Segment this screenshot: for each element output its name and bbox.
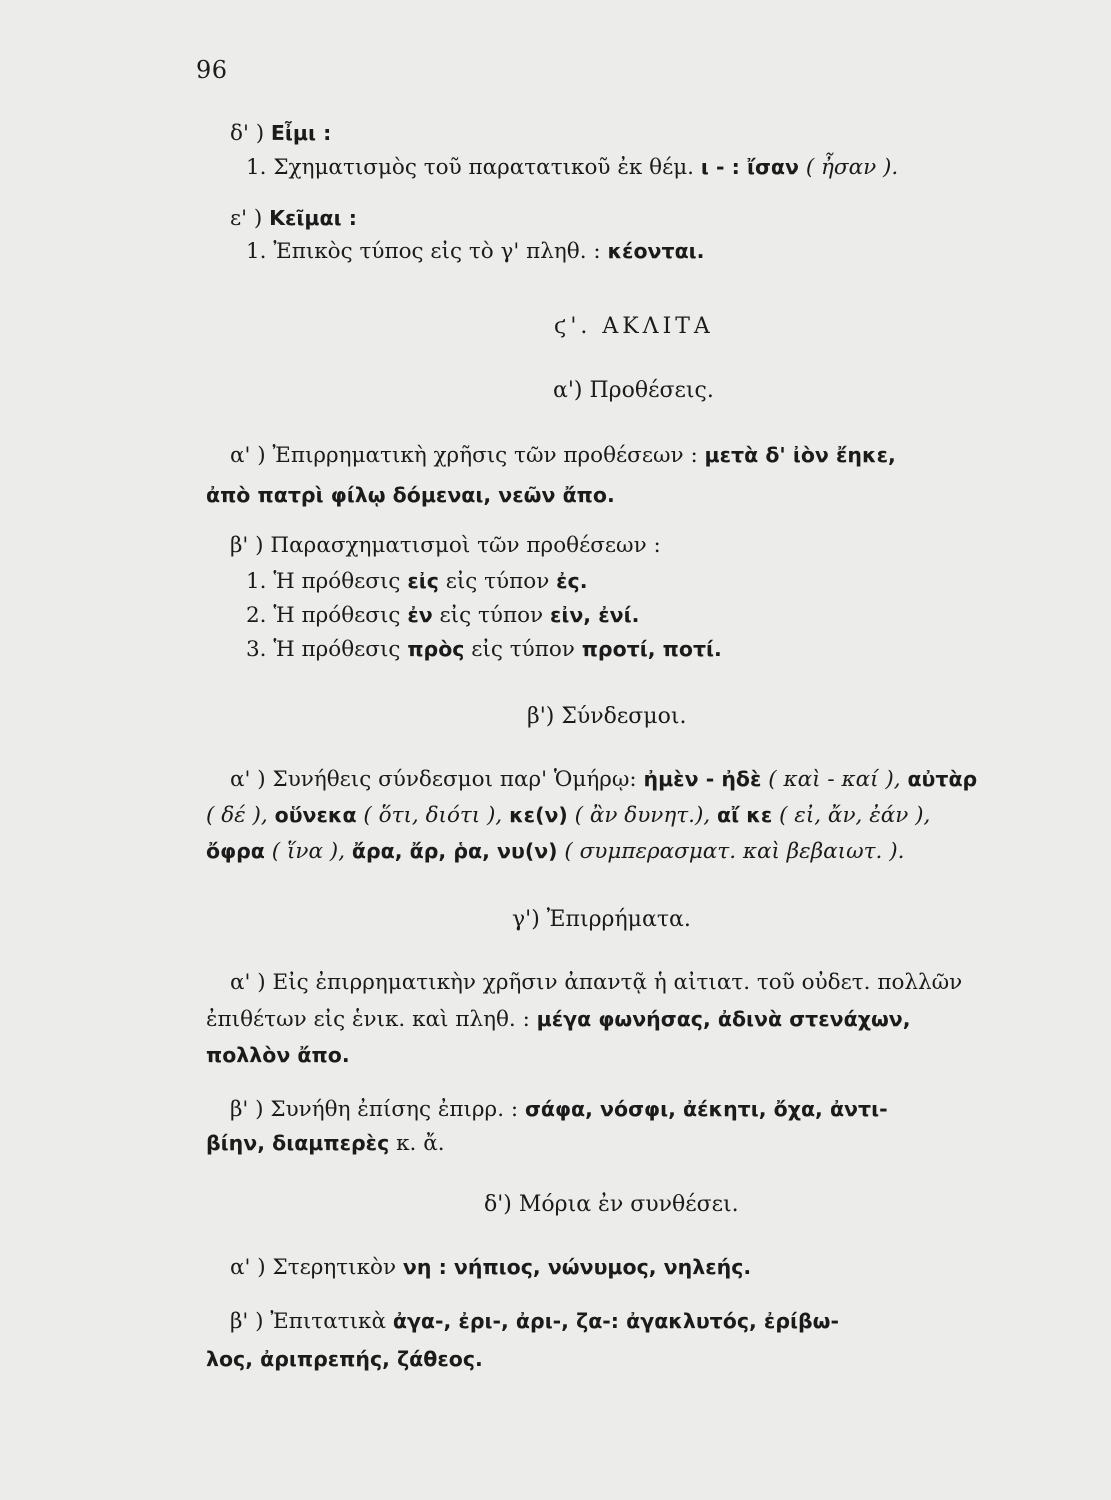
conjunctions-l2-bold-1: οὕνεκα bbox=[274, 803, 357, 827]
eimi-line-1-italic: ( ἦσαν ). bbox=[805, 155, 899, 180]
prepositions-a-line-2: ἀπὸ πατρὶ φίλῳ δόμεναι, νεῶν ἄπο. bbox=[206, 483, 615, 507]
conjunctions-a-line-2 bbox=[206, 800, 930, 831]
prepositions-a-line-1 bbox=[230, 440, 896, 471]
particles-a-marker: α' ) bbox=[230, 1255, 266, 1280]
particles-a-line bbox=[230, 1252, 751, 1283]
particles-b-line-2: λος, ἀριπρεπής, ζάθεος. bbox=[206, 1347, 483, 1371]
prepositions-b-line bbox=[230, 531, 661, 561]
particles-a-bold: νη : νήπιος, νώνυμος, νηλεής. bbox=[402, 1255, 752, 1279]
adverbs-a-marker: α' ) bbox=[230, 970, 266, 995]
prepositions-a-bold: μετὰ δ' ἰὸν ἔηκε, bbox=[704, 443, 896, 467]
adverbs-a-line-2-text: ἐπιθέτων εἰς ἑνικ. καὶ πληθ. : bbox=[206, 1007, 530, 1032]
conjunctions-l3-bold-2: ἄρα, ἄρ, ῥα, νυ(ν) bbox=[351, 839, 558, 863]
prepositions-b3-text: 3. Ἡ πρόθεσις bbox=[246, 637, 401, 662]
adverbs-a-line-3: πολλὸν ἄπο. bbox=[206, 1043, 350, 1067]
prepositions-b2-text-2: εἰς τύπον bbox=[439, 603, 544, 628]
adverbs-b-text: Συνήθη ἐπίσης ἐπιρρ. : bbox=[270, 1097, 519, 1122]
conjunctions-l3-italic-2: ( συμπερασματ. καὶ βεβαιωτ. ). bbox=[564, 839, 905, 864]
conjunctions-a-bold-2: αὐτὰρ bbox=[907, 767, 978, 791]
prepositions-a-text: Ἐπιρρηματικὴ χρῆσις τῶν προθέσεων : bbox=[272, 443, 698, 468]
conjunctions-a-italic-1: ( καὶ - καί ), bbox=[768, 767, 901, 792]
adverbs-a-line-2 bbox=[206, 1004, 911, 1035]
conjunctions-a-line-1 bbox=[230, 764, 977, 795]
section-heading: ϛ'. ΑΚΛΙΤΑ bbox=[554, 314, 714, 339]
conjunctions-a-line-3 bbox=[206, 836, 904, 867]
particles-b-text: Ἐπιτατικὰ bbox=[270, 1309, 387, 1334]
conjunctions-l3-bold-1: ὄφρα bbox=[206, 839, 265, 863]
prepositions-b1-bold: εἰς bbox=[407, 569, 439, 593]
prepositions-a-marker: α' ) bbox=[230, 443, 266, 468]
page-number: 96 bbox=[196, 56, 228, 84]
adverbs-a-text: Εἰς ἐπιρρηματικὴν χρῆσιν ἀπαντᾷ ἡ αἰτιατ. τοῦ οὐδετ. πολλῶν bbox=[272, 970, 963, 995]
prepositions-b3-text-2: εἰς τύπον bbox=[471, 637, 575, 662]
conjunctions-l2-bold-2: κε(ν) bbox=[509, 803, 568, 827]
prepositions-b3-bold-2: προτί, ποτί. bbox=[581, 637, 722, 661]
adverbs-b-bold: σάφα, νόσφι, ἀέκητι, ὄχα, ἀντι- bbox=[524, 1097, 888, 1121]
conjunctions-a-bold-1: ἠμὲν - ἠδὲ bbox=[643, 767, 762, 791]
keimai-line-1-bold: κέονται. bbox=[607, 239, 705, 263]
adverbs-b-marker: β' ) bbox=[230, 1097, 264, 1122]
keimai-marker: ε' ) bbox=[230, 206, 263, 231]
conjunctions-l2-italic-3: ( ἂν δυνητ.), bbox=[574, 803, 711, 828]
keimai-title: Κεῖμαι : bbox=[269, 206, 357, 230]
conjunctions-a-marker: α' ) bbox=[230, 767, 266, 792]
prepositions-heading: α') Προθέσεις. bbox=[553, 378, 714, 403]
adverbs-a-line-2-bold: μέγα φωνήσας, ἀδινὰ στενάχων, bbox=[536, 1007, 911, 1031]
particles-a-text: Στερητικὸν bbox=[272, 1255, 397, 1280]
particles-b-line-1 bbox=[230, 1306, 839, 1337]
conjunctions-l2-italic-4: ( εἰ, ἄν, ἐάν ), bbox=[779, 803, 931, 828]
adverbs-b-line-1 bbox=[230, 1094, 888, 1125]
prepositions-b2 bbox=[246, 600, 639, 631]
conjunctions-a-text: Συνήθεις σύνδεσμοι παρ' Ὁμήρῳ: bbox=[272, 767, 637, 792]
prepositions-b3 bbox=[246, 634, 722, 665]
eimi-marker: δ' ) bbox=[230, 121, 265, 146]
particles-heading: δ') Μόρια ἐν συνθέσει. bbox=[484, 1192, 739, 1217]
prepositions-b1 bbox=[246, 566, 587, 597]
eimi-line-1-bold: ι - : ἴσαν bbox=[700, 155, 799, 179]
eimi-title: Εἶμι : bbox=[270, 121, 332, 145]
conjunctions-l2-italic-1: ( δέ ), bbox=[206, 803, 268, 828]
prepositions-b2-text: 2. Ἡ πρόθεσις bbox=[246, 603, 401, 628]
adverbs-b-line-2-text: κ. ἄ. bbox=[396, 1131, 445, 1156]
prepositions-b-text: Παρασχηματισμοὶ τῶν προθέσεων : bbox=[270, 533, 661, 558]
eimi-line-1-text: 1. Σχηματισμὸς τοῦ παρατατικοῦ ἐκ θέμ. bbox=[246, 155, 695, 180]
particles-b-marker: β' ) bbox=[230, 1309, 264, 1334]
keimai-line-1-text: 1. Ἐπικὸς τύπος εἰς τὸ γ' πληθ. : bbox=[246, 239, 601, 264]
prepositions-b1-text-2: εἰς τύπον bbox=[445, 569, 550, 594]
prepositions-b2-bold-2: εἰν, ἐνί. bbox=[549, 603, 640, 627]
eimi-heading bbox=[230, 118, 331, 149]
adverbs-heading: γ') Ἐπιρρήματα. bbox=[512, 907, 691, 932]
conjunctions-l3-italic-1: ( ἵνα ), bbox=[271, 839, 346, 864]
adverbs-a-line-1 bbox=[230, 968, 962, 998]
keimai-line-1 bbox=[246, 236, 704, 267]
conjunctions-l2-bold-3: αἴ κε bbox=[717, 803, 773, 827]
prepositions-b-marker: β' ) bbox=[230, 533, 264, 558]
keimai-heading bbox=[230, 203, 357, 234]
adverbs-b-line-2 bbox=[206, 1128, 445, 1159]
conjunctions-heading: β') Σύνδεσμοι. bbox=[527, 704, 687, 729]
eimi-line-1 bbox=[246, 152, 898, 183]
prepositions-b3-bold: πρὸς bbox=[407, 637, 465, 661]
prepositions-b1-bold-2: ἐς. bbox=[556, 569, 588, 593]
conjunctions-l2-italic-2: ( ὅτι, διότι ), bbox=[363, 803, 503, 828]
particles-b-bold: ἀγα-, ἐρι-, ἀρι-, ζα-: ἀγακλυτός, ἐρίβω- bbox=[392, 1309, 839, 1333]
prepositions-b2-bold: ἐν bbox=[407, 603, 433, 627]
prepositions-b1-text: 1. Ἡ πρόθεσις bbox=[246, 569, 401, 594]
adverbs-b-line-2-bold: βίην, διαμπερὲς bbox=[206, 1131, 390, 1155]
